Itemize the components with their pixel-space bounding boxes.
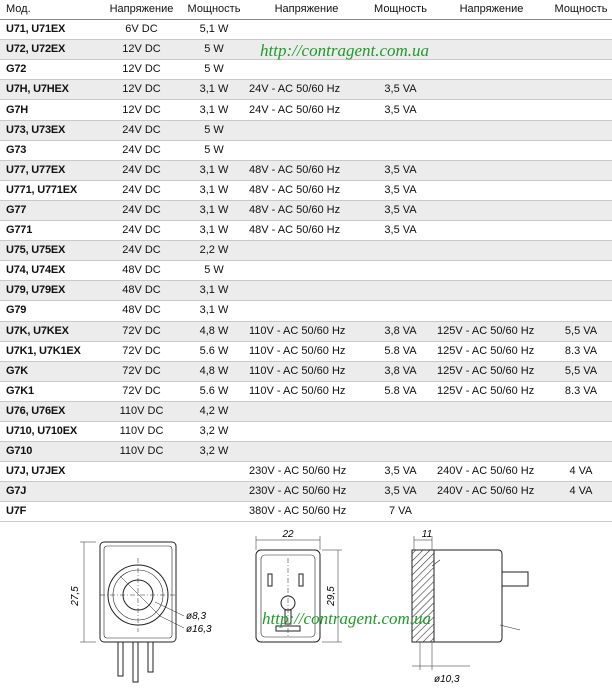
cell-ac1-voltage [245, 401, 368, 421]
cell-model: G771 [0, 221, 100, 241]
cell-ac1-voltage: 230V - AC 50/60 Hz [245, 482, 368, 502]
cell-dc-voltage: 12V DC [100, 100, 183, 120]
cell-ac2-voltage [433, 241, 550, 261]
table-row [0, 140, 612, 160]
cell-model: U76, U76EX [0, 401, 100, 421]
table-row [0, 462, 612, 482]
front-d1-dim: ø8,3 [186, 611, 207, 622]
cell-ac1-voltage [245, 241, 368, 261]
cell-ac2-power [550, 261, 612, 281]
table-row [0, 60, 612, 80]
watermark-text-bottom: http://contragent.com.ua [262, 609, 432, 628]
cell-ac1-power [368, 442, 433, 462]
cell-ac2-power [550, 60, 612, 80]
cell-model: U77, U77EX [0, 160, 100, 180]
table-row [0, 281, 612, 301]
cell-dc-voltage: 48V DC [100, 261, 183, 281]
cell-ac2-power [550, 401, 612, 421]
cell-model: U7H, U7HEX [0, 80, 100, 100]
cell-ac1-voltage [245, 301, 368, 321]
table-row [0, 20, 612, 40]
cell-ac1-power: 5.8 VA [368, 341, 433, 361]
table-row [0, 421, 612, 441]
table-row [0, 502, 612, 522]
cell-ac2-power [550, 421, 612, 441]
cell-dc-power: 4,8 W [183, 361, 245, 381]
cell-model: U710, U710EX [0, 421, 100, 441]
cell-model: G710 [0, 442, 100, 462]
table-row [0, 301, 612, 321]
cell-model: G7K1 [0, 381, 100, 401]
cell-ac2-power [550, 301, 612, 321]
table-row [0, 381, 612, 401]
cell-dc-voltage: 24V DC [100, 221, 183, 241]
cell-ac2-power [550, 442, 612, 462]
cell-ac1-power [368, 401, 433, 421]
cell-ac2-power [550, 80, 612, 100]
cell-dc-voltage: 110V DC [100, 401, 183, 421]
front-view-drawing [80, 542, 184, 682]
cell-dc-voltage: 72V DC [100, 321, 183, 341]
side-width-dim: 22 [282, 529, 294, 540]
cell-ac1-power [368, 120, 433, 140]
cell-ac2-voltage [433, 60, 550, 80]
cell-ac2-power [550, 200, 612, 220]
section-view-drawing [412, 536, 528, 670]
cell-ac2-voltage: 125V - AC 50/60 Hz [433, 381, 550, 401]
cell-dc-power: 4,2 W [183, 401, 245, 421]
cell-ac1-voltage [245, 442, 368, 462]
cell-ac1-power: 3,5 VA [368, 200, 433, 220]
cell-ac2-voltage: 125V - AC 50/60 Hz [433, 361, 550, 381]
cell-model: U73, U73EX [0, 120, 100, 140]
cell-ac1-power [368, 20, 433, 40]
cell-ac1-voltage: 48V - AC 50/60 Hz [245, 160, 368, 180]
cell-dc-power [183, 482, 245, 502]
cell-dc-power [183, 502, 245, 522]
cell-ac1-power: 3,5 VA [368, 100, 433, 120]
cell-ac1-voltage: 48V - AC 50/60 Hz [245, 221, 368, 241]
table-row [0, 361, 612, 381]
cell-dc-voltage: 12V DC [100, 80, 183, 100]
cell-dc-power: 3,1 W [183, 281, 245, 301]
cell-model: U79, U79EX [0, 281, 100, 301]
cell-ac1-voltage [245, 281, 368, 301]
cell-dc-power: 5.6 W [183, 341, 245, 361]
cell-ac1-voltage: 24V - AC 50/60 Hz [245, 100, 368, 120]
cell-model: U75, U75EX [0, 241, 100, 261]
header-ac1-voltage: Напряжение [245, 0, 368, 20]
cell-ac2-power [550, 221, 612, 241]
cell-ac2-power: 4 VA [550, 482, 612, 502]
cell-dc-voltage: 72V DC [100, 341, 183, 361]
cell-ac1-power: 3,5 VA [368, 160, 433, 180]
table-row [0, 221, 612, 241]
table-row [0, 80, 612, 100]
cell-dc-voltage: 48V DC [100, 301, 183, 321]
cell-model: G79 [0, 301, 100, 321]
cell-ac2-voltage [433, 80, 550, 100]
cell-ac1-power [368, 140, 433, 160]
table-row [0, 482, 612, 502]
cell-ac2-power [550, 40, 612, 60]
cell-ac2-power [550, 160, 612, 180]
cell-ac2-power [550, 100, 612, 120]
cell-ac1-voltage [245, 140, 368, 160]
cell-ac2-voltage [433, 40, 550, 60]
cell-model: U72, U72EX [0, 40, 100, 60]
cell-ac1-voltage: 48V - AC 50/60 Hz [245, 180, 368, 200]
cell-ac1-power: 3,8 VA [368, 361, 433, 381]
cell-dc-power: 5,1 W [183, 20, 245, 40]
cell-ac1-power: 3,5 VA [368, 80, 433, 100]
cell-ac1-power: 3,5 VA [368, 221, 433, 241]
table-body [0, 20, 612, 522]
cell-dc-power: 2,2 W [183, 241, 245, 261]
cell-dc-power: 5 W [183, 140, 245, 160]
cell-dc-voltage: 24V DC [100, 120, 183, 140]
cell-ac1-power: 3,5 VA [368, 180, 433, 200]
table-row [0, 100, 612, 120]
cell-ac2-power [550, 20, 612, 40]
cell-dc-voltage: 24V DC [100, 160, 183, 180]
cell-ac2-voltage [433, 120, 550, 140]
cell-ac2-voltage: 240V - AC 50/60 Hz [433, 462, 550, 482]
cell-ac2-power: 5,5 VA [550, 361, 612, 381]
header-dc-voltage: Напряжение [100, 0, 183, 20]
table-row [0, 401, 612, 421]
cell-dc-power: 3,2 W [183, 421, 245, 441]
cell-dc-voltage: 110V DC [100, 442, 183, 462]
cell-ac2-voltage [433, 20, 550, 40]
cell-ac1-power [368, 261, 433, 281]
header-dc-power: Мощность [183, 0, 245, 20]
cell-ac2-voltage [433, 421, 550, 441]
table-row [0, 442, 612, 462]
cell-dc-power: 3,1 W [183, 180, 245, 200]
cell-dc-voltage: 24V DC [100, 180, 183, 200]
cell-ac2-power [550, 241, 612, 261]
cell-ac1-power [368, 421, 433, 441]
cell-dc-voltage: 72V DC [100, 381, 183, 401]
watermark-text: http://contragent.com.ua [260, 41, 430, 60]
cell-ac2-voltage [433, 401, 550, 421]
cell-dc-power: 3,1 W [183, 200, 245, 220]
cell-ac1-power [368, 60, 433, 80]
cell-ac1-power: 5.8 VA [368, 381, 433, 401]
front-d2-dim: ø16,3 [186, 624, 212, 635]
cell-ac1-voltage: 48V - AC 50/60 Hz [245, 200, 368, 220]
cell-dc-power: 5 W [183, 60, 245, 80]
cell-ac2-voltage [433, 301, 550, 321]
cell-ac2-voltage [433, 502, 550, 522]
cell-ac1-power: 3,5 VA [368, 482, 433, 502]
cell-ac1-voltage: 380V - AC 50/60 Hz [245, 502, 368, 522]
cell-ac2-power: 8.3 VA [550, 341, 612, 361]
cell-ac1-voltage [245, 60, 368, 80]
cell-dc-power: 3,1 W [183, 160, 245, 180]
cell-ac2-voltage: 125V - AC 50/60 Hz [433, 321, 550, 341]
cell-model: G73 [0, 140, 100, 160]
cell-ac2-power [550, 281, 612, 301]
table-row [0, 160, 612, 180]
cell-ac1-power [368, 241, 433, 261]
cell-ac2-voltage [433, 140, 550, 160]
table-row [0, 261, 612, 281]
cell-ac2-power: 5,5 VA [550, 321, 612, 341]
cell-dc-power: 3,1 W [183, 80, 245, 100]
cell-model: G7K [0, 361, 100, 381]
cell-ac1-power: 3,8 VA [368, 321, 433, 341]
cell-model: U7F [0, 502, 100, 522]
cell-ac1-voltage: 110V - AC 50/60 Hz [245, 341, 368, 361]
cell-ac1-voltage [245, 120, 368, 140]
cell-ac1-power: 7 VA [368, 502, 433, 522]
cell-ac1-voltage: 24V - AC 50/60 Hz [245, 80, 368, 100]
cell-model: U74, U74EX [0, 261, 100, 281]
header-ac2-power: Мощность [550, 0, 612, 20]
cell-ac2-power [550, 140, 612, 160]
cell-model: U71, U71EX [0, 20, 100, 40]
table-row [0, 180, 612, 200]
cell-dc-power: 5 W [183, 40, 245, 60]
cell-dc-voltage: 12V DC [100, 60, 183, 80]
cell-dc-power: 3,1 W [183, 301, 245, 321]
cell-model: U7J, U7JEX [0, 462, 100, 482]
table-row [0, 120, 612, 140]
cell-ac2-power [550, 502, 612, 522]
cell-model: G77 [0, 200, 100, 220]
cell-ac2-voltage [433, 160, 550, 180]
cell-ac2-voltage [433, 261, 550, 281]
cell-dc-voltage: 110V DC [100, 421, 183, 441]
table-row [0, 241, 612, 261]
cell-model: G7J [0, 482, 100, 502]
cell-ac1-voltage [245, 421, 368, 441]
cell-model: U7K, U7KEX [0, 321, 100, 341]
header-ac1-power: Мощность [368, 0, 433, 20]
cell-dc-voltage [100, 482, 183, 502]
cell-ac2-power [550, 180, 612, 200]
cell-ac2-voltage [433, 281, 550, 301]
cell-ac1-voltage: 110V - AC 50/60 Hz [245, 361, 368, 381]
front-height-dim: 27,5 [70, 586, 81, 606]
section-width-dim: 11 [421, 529, 433, 540]
cell-dc-power: 5 W [183, 261, 245, 281]
cell-ac1-power: 3,5 VA [368, 462, 433, 482]
cell-ac1-power [368, 281, 433, 301]
cell-ac2-voltage [433, 221, 550, 241]
cell-model: G7H [0, 100, 100, 120]
cell-model: U7K1, U7K1EX [0, 341, 100, 361]
table-row [0, 200, 612, 220]
cell-dc-power: 3,2 W [183, 442, 245, 462]
cell-dc-power: 3,1 W [183, 221, 245, 241]
cell-dc-voltage: 24V DC [100, 200, 183, 220]
cell-ac1-voltage: 110V - AC 50/60 Hz [245, 381, 368, 401]
side-height-dim: 29,5 [326, 586, 337, 606]
cell-dc-voltage: 24V DC [100, 241, 183, 261]
cell-model: G72 [0, 60, 100, 80]
cell-ac2-voltage [433, 100, 550, 120]
cell-ac2-voltage [433, 200, 550, 220]
cell-ac2-voltage: 125V - AC 50/60 Hz [433, 341, 550, 361]
cell-dc-voltage: 12V DC [100, 40, 183, 60]
cell-dc-voltage: 72V DC [100, 361, 183, 381]
header-model: Мод. [0, 0, 100, 20]
table-header-row [0, 0, 612, 20]
table-row [0, 321, 612, 341]
cell-dc-voltage [100, 462, 183, 482]
cell-dc-voltage: 24V DC [100, 140, 183, 160]
cell-dc-power: 5.6 W [183, 381, 245, 401]
header-ac2-voltage: Напряжение [433, 0, 550, 20]
cell-model: U771, U771EX [0, 180, 100, 200]
cell-ac2-voltage: 240V - AC 50/60 Hz [433, 482, 550, 502]
cell-dc-voltage: 6V DC [100, 20, 183, 40]
cell-ac1-voltage: 230V - AC 50/60 Hz [245, 462, 368, 482]
cell-dc-power: 5 W [183, 120, 245, 140]
cell-dc-voltage: 48V DC [100, 281, 183, 301]
cell-ac2-voltage [433, 442, 550, 462]
cell-ac2-power: 8.3 VA [550, 381, 612, 401]
cell-ac1-voltage: 110V - AC 50/60 Hz [245, 321, 368, 341]
cell-dc-power: 3,1 W [183, 100, 245, 120]
table-row [0, 341, 612, 361]
technical-drawings [0, 520, 612, 692]
cell-dc-voltage [100, 502, 183, 522]
cell-dc-power: 4,8 W [183, 321, 245, 341]
cell-ac1-voltage [245, 261, 368, 281]
cell-ac2-voltage [433, 180, 550, 200]
cell-ac1-power [368, 301, 433, 321]
cell-ac2-power [550, 120, 612, 140]
cell-dc-power [183, 462, 245, 482]
cell-ac2-power: 4 VA [550, 462, 612, 482]
cell-ac1-voltage [245, 20, 368, 40]
section-bottom-dim: ø10,3 [434, 674, 460, 685]
